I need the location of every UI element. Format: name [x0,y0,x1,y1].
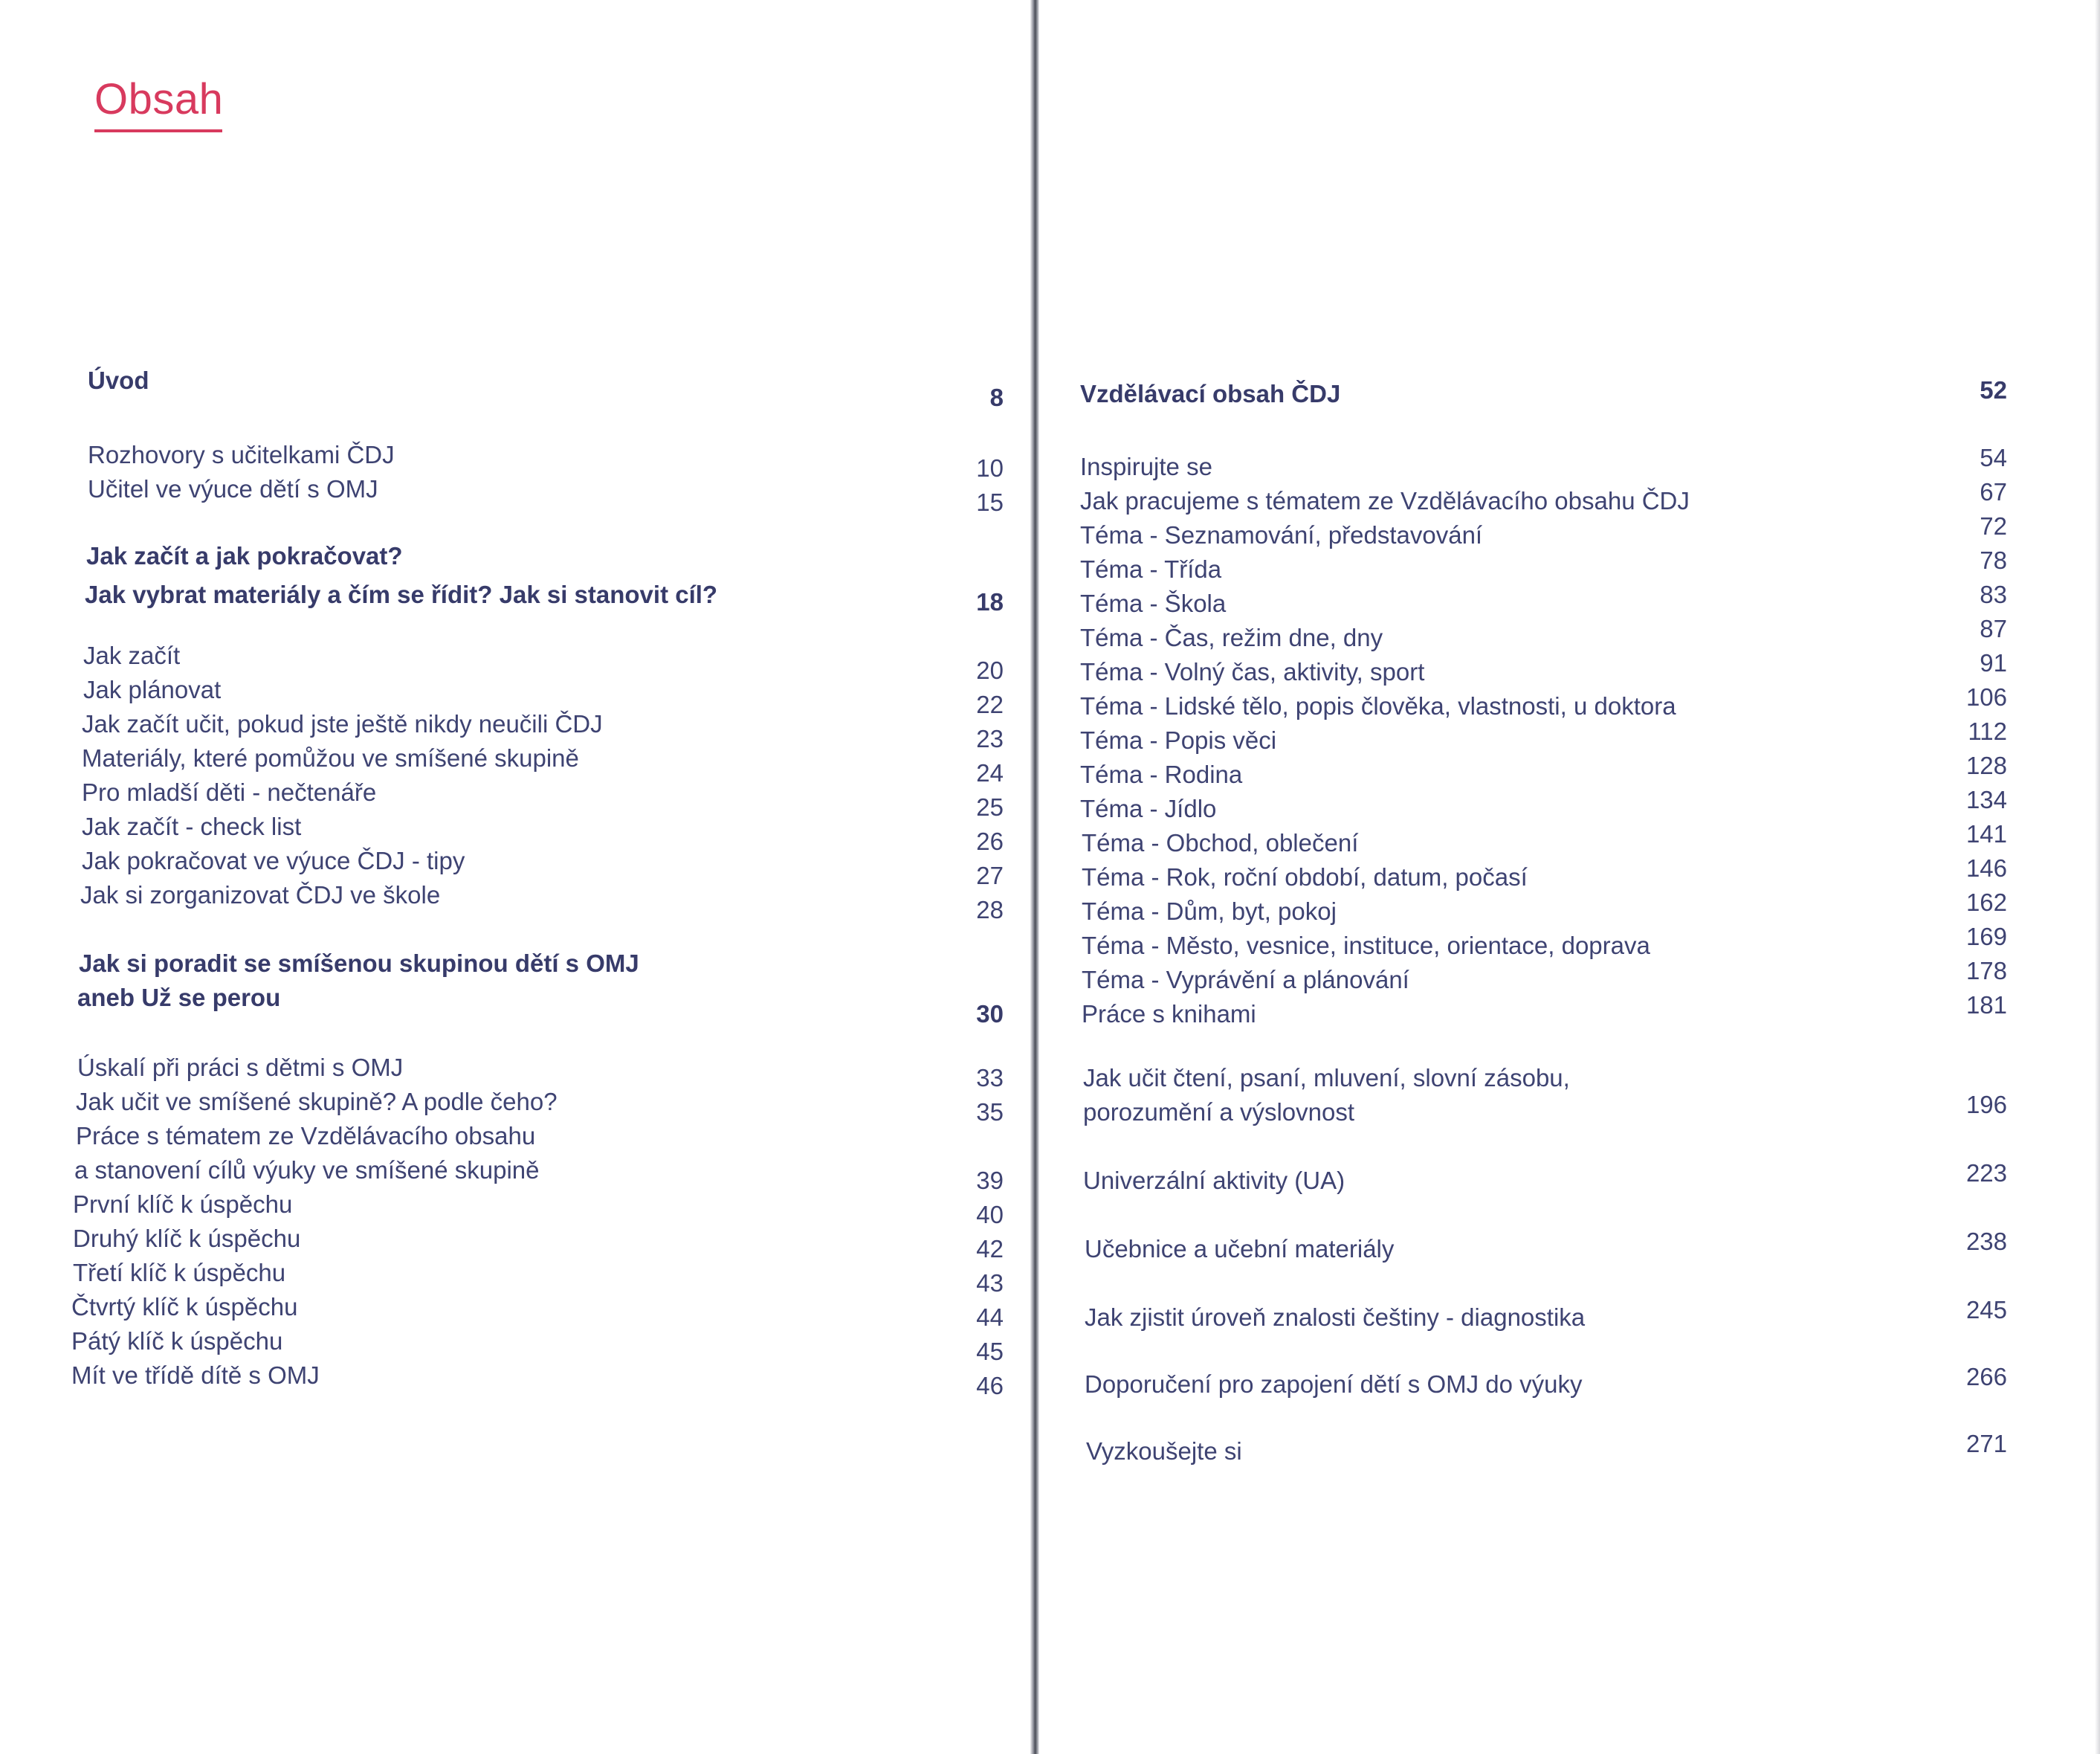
page-title: Obsah [94,75,224,123]
toc-page-number: 178 [1965,957,2007,984]
toc-page-number: 35 [976,1098,1004,1126]
toc-page-number: 44 [976,1303,1004,1331]
toc-page-number: 106 [1965,683,2007,711]
toc-entry-title: Práce s tématem ze Vzdělávacího obsahu [76,1122,536,1150]
right-page [1039,0,2100,1754]
title-underline [94,129,222,132]
toc-entry-title: Jak pracujeme s tématem ze Vzdělávacího obsahu ČDJ [1080,487,1690,515]
toc-entry-title: Doporučení pro zapojení dětí s OMJ do výuky [1085,1370,1583,1398]
toc-page-number: 28 [976,896,1004,923]
toc-entry-title: Jak plánovat [83,676,222,703]
toc-page-number: 112 [1968,718,2007,745]
toc-entry-title: Téma - Rok, roční období, datum, počasí [1082,863,1528,891]
toc-page-number: 141 [1965,820,2007,848]
toc-entry-title: Pátý klíč k úspěchu [71,1327,283,1355]
toc-entry-title: Vzdělávací obsah ČDJ [1080,380,1341,407]
toc-entry-title: Materiály, které pomůžou ve smíšené skupině [82,744,579,772]
toc-entry-title: Jak začít [83,642,181,669]
toc-entry-title: Téma - Popis věci [1080,726,1277,754]
toc-entry-title: a stanovení cílů výuky ve smíšené skupině [74,1156,540,1184]
toc-page-number: 18 [976,588,1004,616]
toc-entry-title: Téma - Volný čas, aktivity, sport [1080,658,1425,686]
toc-page-number: 15 [976,489,1004,516]
toc-page-number: 134 [1965,786,2007,813]
toc-page-number: 43 [976,1269,1004,1297]
toc-page-number: 40 [976,1201,1004,1228]
toc-page-number: 266 [1965,1363,2007,1390]
toc-page-number: 42 [976,1235,1004,1263]
toc-entry-title: Třetí klíč k úspěchu [73,1259,286,1286]
toc-page-number: 33 [976,1064,1004,1092]
toc-entry-title: Téma - Lidské tělo, popis člověka, vlastnosti, u doktora [1080,692,1676,720]
toc-page-number: 52 [1980,376,2007,404]
toc-entry-title: Téma - Seznamování, představování [1080,521,1483,549]
toc-page-number: 223 [1965,1159,2007,1187]
toc-entry-title: Jak si zorganizovat ČDJ ve škole [80,881,441,909]
toc-entry-title: Jak začít učit, pokud jste ještě nikdy neučili ČDJ [82,710,603,738]
toc-page-number: 67 [1980,478,2007,506]
toc-entry-title: Téma - Třída [1080,555,1222,583]
toc-page-number: 72 [1980,512,2007,540]
toc-page-number: 128 [1965,752,2007,779]
toc-page-number: 87 [1980,615,2007,642]
toc-entry-title: První klíč k úspěchu [73,1190,293,1218]
toc-entry-title: Jak začít a jak pokračovat? [86,542,403,570]
toc-page-number: 271 [1965,1430,2007,1457]
toc-page-number: 27 [976,862,1004,889]
toc-page-number: 181 [1965,991,2007,1019]
toc-entry-title: Téma - Jídlo [1080,795,1217,822]
toc-entry-title: Téma - Město, vesnice, instituce, orientace, doprava [1082,932,1650,959]
toc-entry-title: porozumění a výslovnost [1083,1098,1355,1126]
toc-entry-title: Čtvrtý klíč k úspěchu [71,1293,298,1321]
toc-entry-title: Jak pokračovat ve výuce ČDJ - tipy [82,847,465,874]
toc-page-number: 20 [976,657,1004,684]
toc-page-number: 23 [976,725,1004,752]
left-page [0,0,1035,1754]
toc-entry-title: Vyzkoušejte si [1086,1437,1242,1465]
toc-page-number: 46 [976,1372,1004,1399]
toc-page-number: 22 [976,691,1004,718]
toc-page-number: 30 [976,1000,1004,1028]
toc-entry-title: Jak zjistit úroveň znalosti češtiny - diagnostika [1085,1303,1586,1331]
toc-page-number: 26 [976,828,1004,855]
page-edge-shadow [2095,0,2100,1754]
toc-page-number: 91 [1980,649,2007,677]
toc-entry-title: Inspirujte se [1080,453,1212,480]
toc-page-number: 10 [976,454,1004,482]
toc-entry-title: Univerzální aktivity (UA) [1083,1167,1345,1194]
toc-entry-title: Práce s knihami [1082,1000,1256,1028]
toc-entry-title: Úvod [88,367,149,394]
toc-page-number: 45 [976,1338,1004,1365]
toc-entry-title: Druhý klíč k úspěchu [73,1225,301,1252]
toc-page-number: 83 [1980,581,2007,608]
toc-entry-title: Jak učit ve smíšené skupině? A podle čeho? [76,1088,558,1115]
toc-page-number: 8 [989,384,1004,411]
toc-entry-title: Jak si poradit se smíšenou skupinou dětí s OMJ [79,949,639,977]
toc-page-number: 78 [1980,546,2007,574]
toc-entry-title: Učitel ve výuce dětí s OMJ [88,475,378,503]
toc-entry-title: Téma - Rodina [1080,761,1243,788]
toc-page-number: 196 [1965,1091,2007,1118]
toc-entry-title: Pro mladší děti - nečtenáře [82,778,377,806]
toc-entry-title: Téma - Obchod, oblečení [1082,829,1359,857]
toc-entry-title: Učebnice a učební materiály [1085,1235,1395,1263]
toc-page-number: 169 [1965,923,2007,950]
toc-page-number: 146 [1965,854,2007,882]
toc-entry-title: Jak vybrat materiály a čím se řídit? Jak si stanovit cíl? [85,581,718,608]
book-gutter [1030,0,1039,1754]
toc-entry-title: Jak učit čtení, psaní, mluvení, slovní zásobu, [1083,1064,1570,1092]
toc-page-number: 245 [1965,1296,2007,1323]
toc-entry-title: Rozhovory s učitelkami ČDJ [88,441,395,468]
toc-entry-title: Téma - Škola [1080,590,1227,617]
toc-page-number: 54 [1980,444,2007,471]
toc-entry-title: Téma - Dům, byt, pokoj [1082,897,1337,925]
toc-page-number: 162 [1965,889,2007,916]
toc-page-number: 39 [976,1167,1004,1194]
toc-page-number: 238 [1965,1228,2007,1255]
toc-entry-title: Mít ve třídě dítě s OMJ [71,1361,320,1389]
toc-entry-title: Úskalí při práci s dětmi s OMJ [77,1054,404,1081]
toc-page-number: 24 [976,759,1004,787]
toc-entry-title: aneb Už se perou [77,984,281,1011]
toc-page-number: 25 [976,793,1004,821]
toc-entry-title: Téma - Čas, režim dne, dny [1080,624,1383,651]
toc-entry-title: Jak začít - check list [82,813,302,840]
toc-entry-title: Téma - Vyprávění a plánování [1082,966,1409,993]
